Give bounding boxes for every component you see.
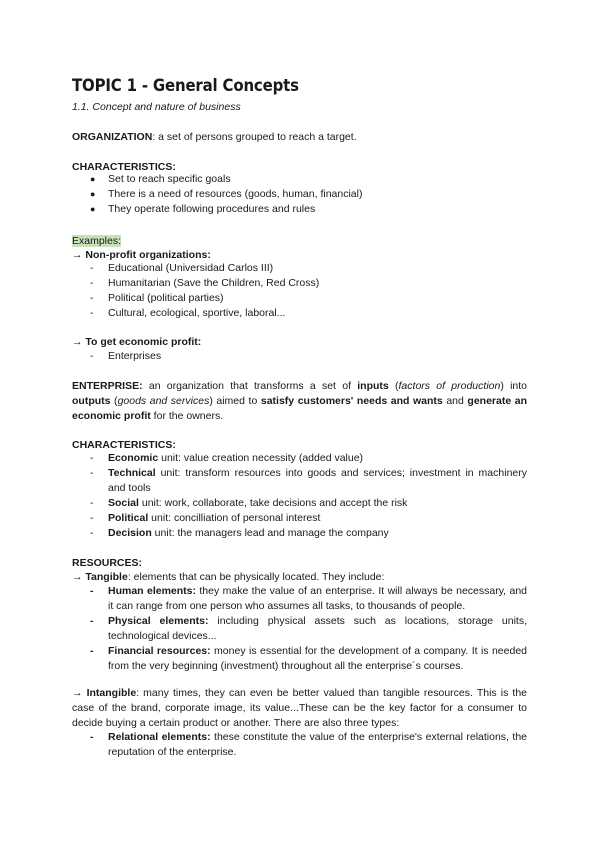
list-item: - Humanitarian (Save the Children, Red Cross) [90, 277, 320, 289]
organization-text: : a set of persons grouped to reach a target. [152, 131, 357, 143]
dash-icon: - [90, 497, 94, 509]
tangible-list [90, 584, 527, 674]
characteristics-heading: CHARACTERISTICS: [72, 161, 176, 173]
list-item: ● They operate following procedures and rules [90, 203, 316, 215]
organization-definition [72, 130, 357, 144]
dash-icon: - [90, 277, 94, 289]
intangible-paragraph: → Intangible: many times, they can even be better valued than tangible resources. This is the case of the brand, corporate image, its value...These can be the key factor for a consumer to decide buying a certain product or another. There are also three types: [72, 687, 528, 729]
org-characteristics-list [90, 172, 527, 217]
tangible-intro: → Tangible: elements that can be physically located. They include: [72, 571, 385, 583]
list-item: - Physical elements: including physical assets such as locations, storage units, technological devices... [90, 615, 528, 642]
list-item: - Relational elements: these constitute the value of the enterprise's external relations, the reputation of the enterprise. [90, 731, 527, 758]
list-item: - Educational (Universidad Carlos III) [90, 262, 274, 274]
enterprise-characteristics-list [90, 451, 527, 541]
page-title: TOPIC 1 - General Concepts [72, 76, 299, 96]
enterprise-characteristics-heading: CHARACTERISTICS: [72, 439, 176, 451]
list-item: - Decision unit: the managers lead and manage the company [90, 527, 389, 539]
profit-list [90, 349, 527, 364]
dash-icon: - [90, 262, 94, 274]
dash-icon: - [90, 527, 94, 539]
dash-icon: - [90, 615, 94, 627]
list-item: - Financial resources: money is essential for the development of a company. It is needed from the very beginning (investment) throughout all the enterprise´s courses. [90, 645, 527, 672]
list-item: - Human elements: they make the value of an enterprise. It will always be necessary, and it can range from one person who assumes all tasks, to thousands of people. [90, 585, 527, 612]
list-item: ● Set to reach specific goals [90, 173, 231, 185]
list-item: ● There is a need of resources (goods, human, financial) [90, 188, 363, 200]
bullet-icon: ● [90, 204, 96, 214]
dash-icon: - [90, 731, 94, 743]
profit-heading: → To get economic profit: [72, 336, 202, 348]
section-subtitle: 1.1. Concept and nature of business [72, 101, 241, 113]
list-item: - Political (political parties) [90, 292, 224, 304]
dash-icon: - [90, 512, 94, 524]
list-item: - Technical unit: transform resources into goods and services; investment in machinery and tools [90, 467, 527, 494]
dash-icon: - [90, 467, 94, 479]
dash-icon: - [90, 292, 94, 304]
dash-icon: - [90, 452, 94, 464]
dash-icon: - [90, 350, 94, 362]
list-item: - Enterprises [90, 350, 162, 362]
intangible-list [90, 730, 527, 760]
organization-term: ORGANIZATION [72, 131, 153, 143]
resources-heading: RESOURCES: [72, 557, 143, 569]
dash-icon: - [90, 645, 94, 657]
list-item: - Economic unit: value creation necessity (added value) [90, 452, 364, 464]
dash-icon: - [90, 307, 94, 319]
list-item: - Social unit: work, collaborate, take decisions and accept the risk [90, 497, 408, 509]
nonprofit-list [90, 261, 527, 321]
bullet-icon: ● [90, 174, 96, 184]
nonprofit-heading: → Non-profit organizations: [72, 249, 211, 261]
list-item: - Political unit: concilliation of personal interest [90, 512, 321, 524]
enterprise-definition: ENTERPRISE: an organization that transforms a set of inputs (factors of production) into outputs (goods and services) aimed to satisfy customers' needs and wants and generate an economic profit for the owners. [72, 380, 528, 422]
bullet-icon: ● [90, 189, 96, 199]
examples-label: Examples: [72, 235, 122, 247]
list-item: - Cultural, ecological, sportive, laboral... [90, 307, 286, 319]
dash-icon: - [90, 585, 94, 597]
